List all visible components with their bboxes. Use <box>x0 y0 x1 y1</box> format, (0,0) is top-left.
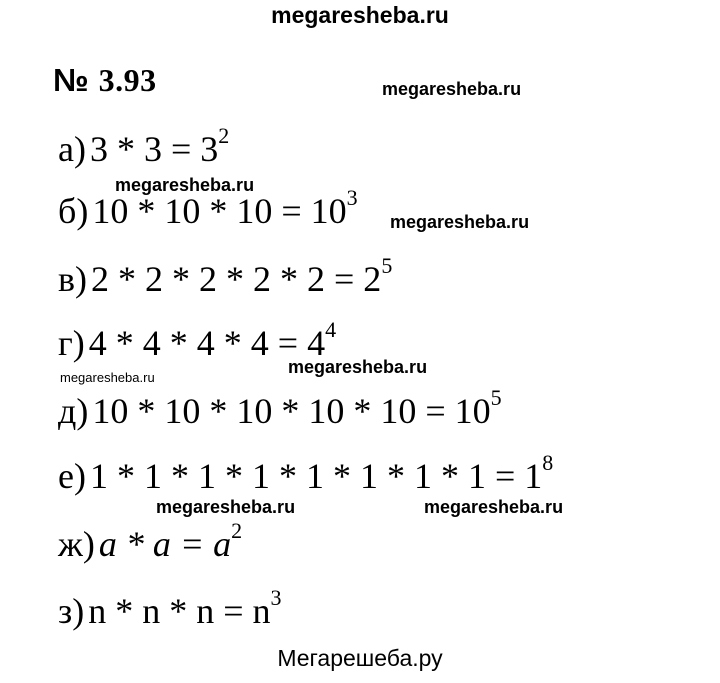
item-expression: a * a = a <box>98 524 232 564</box>
item-letter: г) <box>58 323 85 363</box>
item-letter: з) <box>58 591 85 631</box>
equation-d <box>58 385 502 432</box>
watermark: megaresheba.ru <box>382 79 522 99</box>
item-letter: д) <box>58 391 89 431</box>
item-expression: 4 * 4 * 4 * 4 = 4 <box>88 323 326 363</box>
item-exponent: 4 <box>325 317 337 342</box>
item-expression: 2 * 2 * 2 * 2 * 2 = 2 <box>91 259 382 299</box>
watermark-top[interactable]: megaresheba.ru <box>271 2 449 28</box>
watermark: megaresheba.ru <box>60 370 155 385</box>
equation-z <box>58 585 282 632</box>
item-exponent: 5 <box>381 253 393 278</box>
item-expression: 3 * 3 = 3 <box>89 129 219 169</box>
item-exponent: 2 <box>231 518 243 543</box>
item-expression: 1 * 1 * 1 * 1 * 1 * 1 * 1 * 1 = 1 <box>89 456 543 496</box>
item-letter: в) <box>58 259 87 299</box>
watermark-bottom[interactable]: Мегарешеба.ру <box>277 645 443 671</box>
item-exponent: 8 <box>542 450 554 475</box>
watermark: megaresheba.ru <box>390 212 530 232</box>
equation-e <box>58 450 554 497</box>
item-exponent: 5 <box>490 385 502 410</box>
item-exponent: 3 <box>270 585 282 610</box>
item-letter: е) <box>58 456 86 496</box>
item-exponent: 3 <box>346 185 358 210</box>
problem-number: 3.93 <box>98 62 157 98</box>
equation-a <box>58 123 230 170</box>
item-expression: 10 * 10 * 10 = 10 <box>92 191 347 231</box>
equation-zh <box>58 518 243 565</box>
watermark: megaresheba.ru <box>288 357 428 377</box>
watermark: megaresheba.ru <box>156 497 296 517</box>
item-letter: ж) <box>58 524 95 564</box>
item-exponent: 2 <box>218 123 230 148</box>
item-letter: а) <box>58 129 86 169</box>
problem-title <box>53 62 157 99</box>
equation-v <box>58 253 393 300</box>
number-sign: № <box>53 62 90 98</box>
item-letter: б) <box>58 191 89 231</box>
watermark: megaresheba.ru <box>424 497 564 517</box>
item-expression: n * n * n = n <box>88 591 271 631</box>
watermark: megaresheba.ru <box>115 175 255 195</box>
item-expression: 10 * 10 * 10 * 10 * 10 = 10 <box>92 391 491 431</box>
